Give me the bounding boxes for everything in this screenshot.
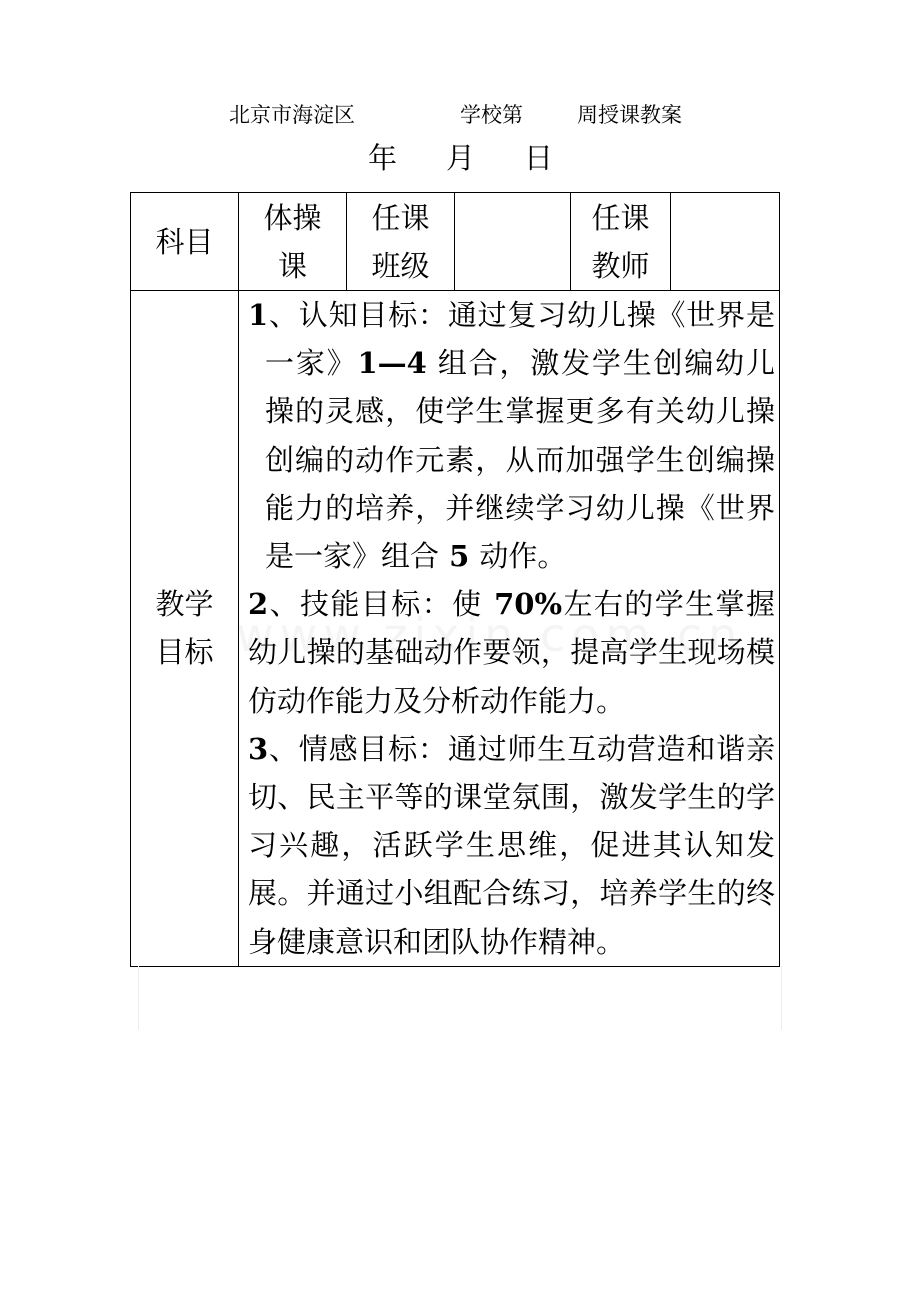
- class-value-cell[interactable]: [455, 193, 571, 291]
- goals-row: [131, 291, 780, 967]
- teacher-value-cell[interactable]: [671, 193, 780, 291]
- goal2-text-b: 左右的学生掌握幼儿操的基础动作要领，提高学生现场模仿动作能力及分析动作能力。: [248, 587, 775, 718]
- table-header-row: [131, 193, 780, 291]
- date-line: [0, 140, 920, 176]
- goals-label-line2: 目标: [155, 635, 214, 670]
- goal3-text: 、情感目标：通过师生互动营造和谐亲切、民主平等的课堂氛围，激发学生的学习兴趣，活跃学生思维，促进其认知发展。并通过小组配合练习，培养学生的终身健康意识和团队协作精神。: [248, 731, 775, 959]
- goal-cognitive: [248, 291, 775, 580]
- goal-skill: [248, 580, 775, 725]
- district-label: 北京市海淀区: [229, 103, 355, 127]
- goal2-number: 2: [248, 587, 269, 622]
- teacher-label-line1: 任课: [591, 200, 650, 235]
- goal1-text-c: 动作。: [479, 539, 567, 574]
- page-continuation-lines: [138, 966, 782, 1030]
- teacher-label-cell: [571, 193, 671, 291]
- goal-emotion: [248, 725, 775, 966]
- goals-content-cell: [239, 291, 780, 967]
- year-label: 年: [368, 141, 398, 175]
- lesson-plan-table: [130, 192, 780, 967]
- subject-label: 科目: [155, 224, 214, 259]
- subject-value-line1: 体操: [263, 200, 322, 235]
- subject-value-cell: [239, 193, 347, 291]
- teacher-label-line2: 教师: [591, 248, 650, 283]
- school-label: 学校第: [460, 103, 523, 127]
- goals-label-cell: [131, 291, 239, 967]
- goal1-text-b: 组合，激发学生创编幼儿操的灵感，使学生掌握更多有关幼儿操创编的动作元素，从而加强学生创编操能力的培养，并继续学习幼儿操《世界是一家》组合: [265, 346, 775, 574]
- goals-label-line1: 教学: [155, 587, 214, 622]
- goal1-number: 1: [248, 298, 269, 332]
- day-label: 日: [524, 141, 554, 175]
- document-header: [0, 100, 920, 130]
- goal1-bold2: 5: [439, 539, 480, 574]
- goal3-number: 3: [248, 731, 269, 766]
- goal1-bold: 1—4: [357, 346, 427, 381]
- class-label-line1: 任课: [371, 200, 430, 235]
- goal2-bold: 70%: [482, 587, 563, 622]
- class-label-cell: [347, 193, 455, 291]
- subject-label-cell: [131, 193, 239, 291]
- class-label-line2: 班级: [371, 248, 430, 283]
- goal2-text-a: 、技能目标：使: [268, 587, 483, 622]
- goal1-text-a: 、认知目标：通过复习幼儿操《世界是一家》: [265, 298, 775, 381]
- subject-value-line2: 课: [277, 248, 307, 283]
- week-plan-label: 周授课教案: [577, 103, 682, 127]
- month-label: 月: [446, 141, 476, 175]
